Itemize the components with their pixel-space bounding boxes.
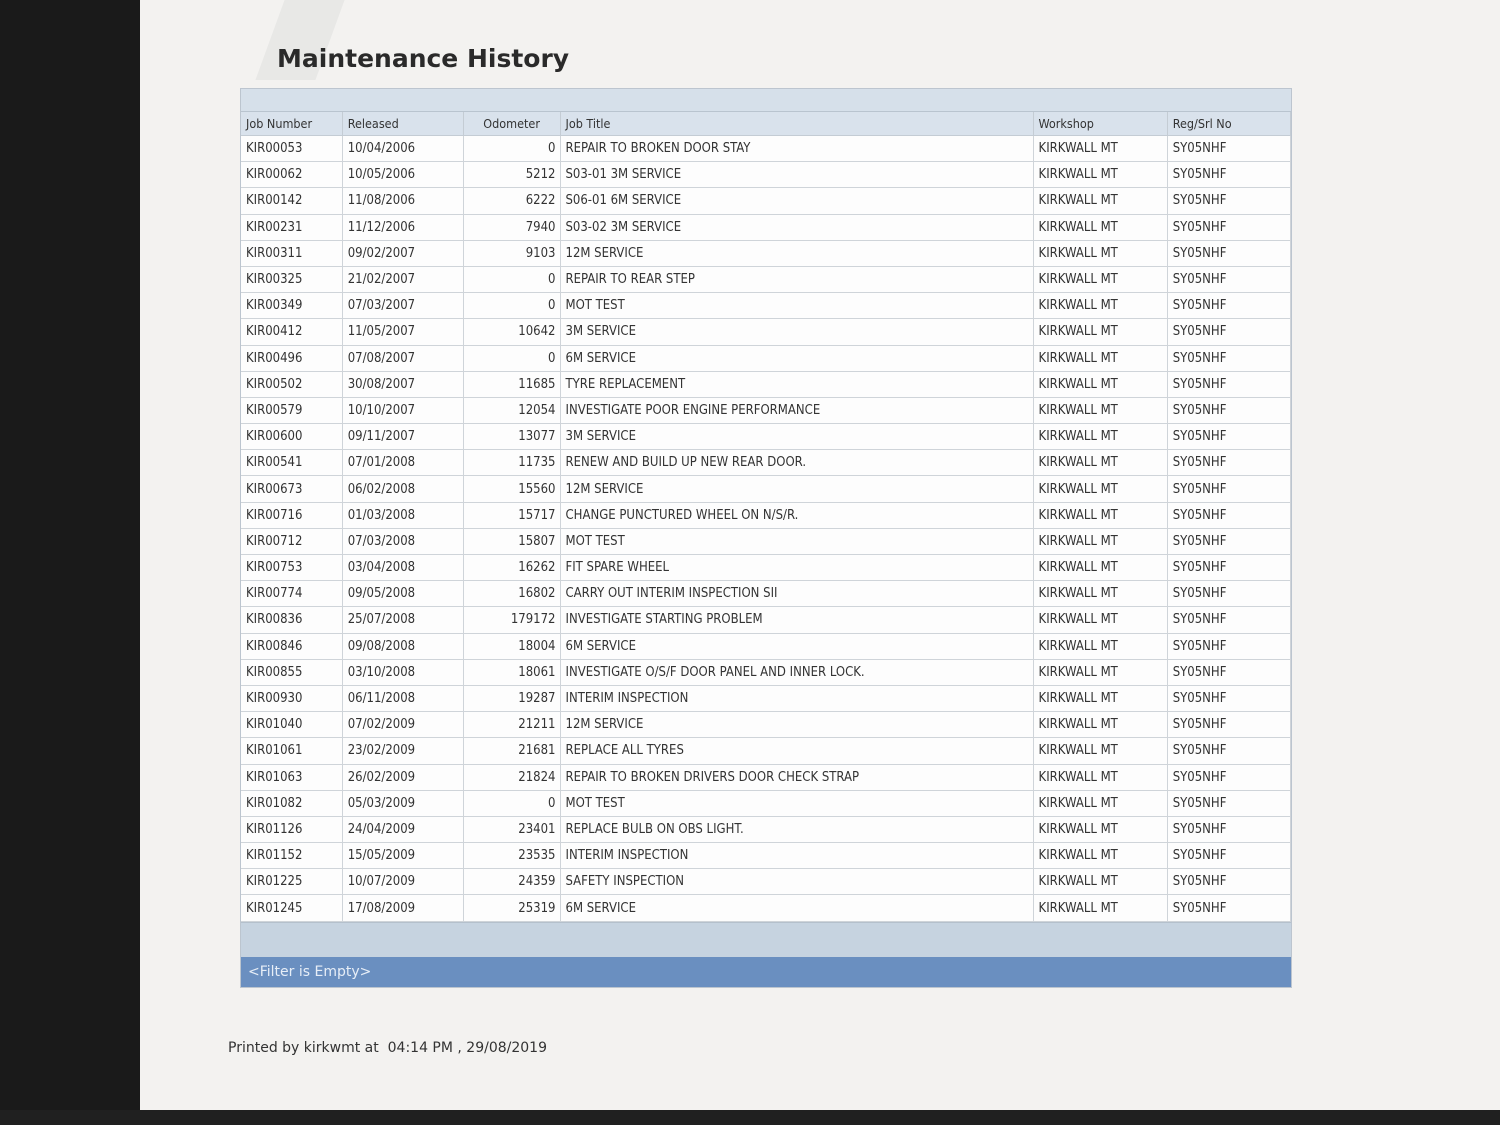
job-number-cell: KIR00541 [241, 450, 342, 476]
table-row[interactable] [241, 843, 1291, 869]
job-number-cell: KIR00053 [241, 136, 342, 162]
odometer-cell: 7940 [463, 214, 560, 240]
job-number-cell: KIR01126 [241, 816, 342, 842]
workshop-cell: KIRKWALL MT [1033, 895, 1167, 921]
odometer-cell: 0 [463, 266, 560, 292]
job-title-cell: CARRY OUT INTERIM INSPECTION SII [560, 581, 1033, 607]
job-title-cell: S06-01 6M SERVICE [560, 188, 1033, 214]
job-title-cell: S03-02 3M SERVICE [560, 214, 1033, 240]
odometer-cell: 21681 [463, 738, 560, 764]
workshop-cell: KIRKWALL MT [1033, 790, 1167, 816]
grid-empty-band [241, 922, 1291, 957]
table-row[interactable] [241, 424, 1291, 450]
job-title-cell: SAFETY INSPECTION [560, 869, 1033, 895]
table-row[interactable] [241, 712, 1291, 738]
released-cell: 06/02/2008 [342, 476, 463, 502]
table-row[interactable] [241, 528, 1291, 554]
odometer-cell: 10642 [463, 319, 560, 345]
job-number-cell: KIR00716 [241, 502, 342, 528]
column-header-reg-srl-no[interactable]: Reg/Srl No [1167, 112, 1290, 136]
odometer-cell: 5212 [463, 162, 560, 188]
odometer-cell: 0 [463, 136, 560, 162]
job-number-cell: KIR01061 [241, 738, 342, 764]
job-title-cell: INTERIM INSPECTION [560, 843, 1033, 869]
reg-srl-no-cell: SY05NHF [1167, 633, 1290, 659]
released-cell: 07/01/2008 [342, 450, 463, 476]
workshop-cell: KIRKWALL MT [1033, 476, 1167, 502]
workshop-cell: KIRKWALL MT [1033, 738, 1167, 764]
released-cell: 03/04/2008 [342, 555, 463, 581]
released-cell: 05/03/2009 [342, 790, 463, 816]
released-cell: 10/10/2007 [342, 397, 463, 423]
job-title-cell: REPLACE ALL TYRES [560, 738, 1033, 764]
reg-srl-no-cell: SY05NHF [1167, 424, 1290, 450]
table-row[interactable] [241, 345, 1291, 371]
job-number-cell: KIR00712 [241, 528, 342, 554]
job-number-cell: KIR00325 [241, 266, 342, 292]
job-number-cell: KIR01245 [241, 895, 342, 921]
workshop-cell: KIRKWALL MT [1033, 136, 1167, 162]
job-title-cell: 3M SERVICE [560, 424, 1033, 450]
workshop-cell: KIRKWALL MT [1033, 371, 1167, 397]
reg-srl-no-cell: SY05NHF [1167, 214, 1290, 240]
job-number-cell: KIR00412 [241, 319, 342, 345]
odometer-cell: 6222 [463, 188, 560, 214]
maintenance-table [241, 112, 1291, 922]
reg-srl-no-cell: SY05NHF [1167, 476, 1290, 502]
table-row[interactable] [241, 188, 1291, 214]
reg-srl-no-cell: SY05NHF [1167, 162, 1290, 188]
job-number-cell: KIR01152 [241, 843, 342, 869]
table-row[interactable] [241, 738, 1291, 764]
job-title-cell: INTERIM INSPECTION [560, 685, 1033, 711]
released-cell: 01/03/2008 [342, 502, 463, 528]
job-title-cell: TYRE REPLACEMENT [560, 371, 1033, 397]
workshop-cell: KIRKWALL MT [1033, 869, 1167, 895]
job-title-cell: MOT TEST [560, 528, 1033, 554]
job-number-cell: KIR00753 [241, 555, 342, 581]
released-cell: 10/04/2006 [342, 136, 463, 162]
table-row[interactable] [241, 816, 1291, 842]
reg-srl-no-cell: SY05NHF [1167, 240, 1290, 266]
filter-bar[interactable]: <Filter is Empty> [241, 957, 1291, 987]
released-cell: 07/02/2009 [342, 712, 463, 738]
job-number-cell: KIR00600 [241, 424, 342, 450]
job-number-cell: KIR00062 [241, 162, 342, 188]
table-row[interactable] [241, 397, 1291, 423]
released-cell: 26/02/2009 [342, 764, 463, 790]
table-row[interactable] [241, 319, 1291, 345]
reg-srl-no-cell: SY05NHF [1167, 659, 1290, 685]
column-header-workshop[interactable]: Workshop [1033, 112, 1167, 136]
table-row[interactable] [241, 790, 1291, 816]
released-cell: 07/08/2007 [342, 345, 463, 371]
job-title-cell: REPAIR TO REAR STEP [560, 266, 1033, 292]
workshop-cell: KIRKWALL MT [1033, 633, 1167, 659]
workshop-cell: KIRKWALL MT [1033, 293, 1167, 319]
odometer-cell: 13077 [463, 424, 560, 450]
reg-srl-no-cell: SY05NHF [1167, 895, 1290, 921]
table-row[interactable] [241, 581, 1291, 607]
header-row [241, 112, 1291, 136]
workshop-cell: KIRKWALL MT [1033, 424, 1167, 450]
column-header-odometer[interactable]: Odometer [463, 112, 560, 136]
released-cell: 09/08/2008 [342, 633, 463, 659]
table-row[interactable] [241, 476, 1291, 502]
job-number-cell: KIR01225 [241, 869, 342, 895]
job-number-cell: KIR00349 [241, 293, 342, 319]
odometer-cell: 16262 [463, 555, 560, 581]
job-number-cell: KIR01063 [241, 764, 342, 790]
released-cell: 15/05/2009 [342, 843, 463, 869]
odometer-cell: 19287 [463, 685, 560, 711]
reg-srl-no-cell: SY05NHF [1167, 738, 1290, 764]
released-cell: 10/07/2009 [342, 869, 463, 895]
reg-srl-no-cell: SY05NHF [1167, 450, 1290, 476]
workshop-cell: KIRKWALL MT [1033, 528, 1167, 554]
reg-srl-no-cell: SY05NHF [1167, 607, 1290, 633]
job-title-cell: 6M SERVICE [560, 345, 1033, 371]
odometer-cell: 16802 [463, 581, 560, 607]
odometer-cell: 24359 [463, 869, 560, 895]
paper-sheet [140, 0, 1500, 1110]
reg-srl-no-cell: SY05NHF [1167, 712, 1290, 738]
job-title-cell: REPLACE BULB ON OBS LIGHT. [560, 816, 1033, 842]
job-number-cell: KIR00496 [241, 345, 342, 371]
released-cell: 07/03/2008 [342, 528, 463, 554]
table-row[interactable] [241, 659, 1291, 685]
odometer-cell: 21824 [463, 764, 560, 790]
released-cell: 11/05/2007 [342, 319, 463, 345]
odometer-cell: 179172 [463, 607, 560, 633]
reg-srl-no-cell: SY05NHF [1167, 136, 1290, 162]
reg-srl-no-cell: SY05NHF [1167, 790, 1290, 816]
job-title-cell: REPAIR TO BROKEN DOOR STAY [560, 136, 1033, 162]
released-cell: 11/08/2006 [342, 188, 463, 214]
job-title-cell: RENEW AND BUILD UP NEW REAR DOOR. [560, 450, 1033, 476]
workshop-cell: KIRKWALL MT [1033, 685, 1167, 711]
job-title-cell: 12M SERVICE [560, 476, 1033, 502]
job-number-cell: KIR00142 [241, 188, 342, 214]
job-title-cell: 12M SERVICE [560, 240, 1033, 266]
job-number-cell: KIR01040 [241, 712, 342, 738]
reg-srl-no-cell: SY05NHF [1167, 371, 1290, 397]
table-row[interactable] [241, 869, 1291, 895]
workshop-cell: KIRKWALL MT [1033, 162, 1167, 188]
reg-srl-no-cell: SY05NHF [1167, 764, 1290, 790]
workshop-cell: KIRKWALL MT [1033, 816, 1167, 842]
released-cell: 06/11/2008 [342, 685, 463, 711]
report-title: Maintenance History [277, 44, 570, 73]
table-row[interactable] [241, 895, 1291, 921]
released-cell: 11/12/2006 [342, 214, 463, 240]
reg-srl-no-cell: SY05NHF [1167, 816, 1290, 842]
job-title-cell: 12M SERVICE [560, 712, 1033, 738]
job-title-cell: CHANGE PUNCTURED WHEEL ON N/S/R. [560, 502, 1033, 528]
released-cell: 03/10/2008 [342, 659, 463, 685]
job-number-cell: KIR00502 [241, 371, 342, 397]
job-title-cell: INVESTIGATE O/S/F DOOR PANEL AND INNER LOCK. [560, 659, 1033, 685]
table-row[interactable] [241, 450, 1291, 476]
column-header-job-title[interactable]: Job Title [560, 112, 1033, 136]
workshop-cell: KIRKWALL MT [1033, 188, 1167, 214]
background-edge [0, 1110, 1500, 1125]
reg-srl-no-cell: SY05NHF [1167, 502, 1290, 528]
odometer-cell: 0 [463, 790, 560, 816]
table-row[interactable] [241, 162, 1291, 188]
job-number-cell: KIR00231 [241, 214, 342, 240]
job-number-cell: KIR01082 [241, 790, 342, 816]
odometer-cell: 15807 [463, 528, 560, 554]
odometer-cell: 15560 [463, 476, 560, 502]
job-number-cell: KIR00836 [241, 607, 342, 633]
reg-srl-no-cell: SY05NHF [1167, 528, 1290, 554]
released-cell: 30/08/2007 [342, 371, 463, 397]
workshop-cell: KIRKWALL MT [1033, 450, 1167, 476]
workshop-cell: KIRKWALL MT [1033, 607, 1167, 633]
table-row[interactable] [241, 502, 1291, 528]
workshop-cell: KIRKWALL MT [1033, 240, 1167, 266]
released-cell: 10/05/2006 [342, 162, 463, 188]
job-title-cell: 6M SERVICE [560, 895, 1033, 921]
odometer-cell: 0 [463, 345, 560, 371]
released-cell: 07/03/2007 [342, 293, 463, 319]
released-cell: 25/07/2008 [342, 607, 463, 633]
column-header-released[interactable]: Released [342, 112, 463, 136]
table-row[interactable] [241, 136, 1291, 162]
reg-srl-no-cell: SY05NHF [1167, 869, 1290, 895]
grid-top-band [241, 89, 1291, 112]
workshop-cell: KIRKWALL MT [1033, 764, 1167, 790]
job-title-cell: MOT TEST [560, 790, 1033, 816]
job-title-cell: 3M SERVICE [560, 319, 1033, 345]
workshop-cell: KIRKWALL MT [1033, 712, 1167, 738]
job-title-cell: INVESTIGATE STARTING PROBLEM [560, 607, 1033, 633]
odometer-cell: 15717 [463, 502, 560, 528]
reg-srl-no-cell: SY05NHF [1167, 293, 1290, 319]
released-cell: 23/02/2009 [342, 738, 463, 764]
odometer-cell: 25319 [463, 895, 560, 921]
reg-srl-no-cell: SY05NHF [1167, 319, 1290, 345]
workshop-cell: KIRKWALL MT [1033, 266, 1167, 292]
workshop-cell: KIRKWALL MT [1033, 345, 1167, 371]
reg-srl-no-cell: SY05NHF [1167, 555, 1290, 581]
job-number-cell: KIR00673 [241, 476, 342, 502]
reg-srl-no-cell: SY05NHF [1167, 581, 1290, 607]
odometer-cell: 11685 [463, 371, 560, 397]
reg-srl-no-cell: SY05NHF [1167, 843, 1290, 869]
table-row[interactable] [241, 266, 1291, 292]
table-row[interactable] [241, 685, 1291, 711]
released-cell: 09/02/2007 [342, 240, 463, 266]
column-header-job-number[interactable]: Job Number [241, 112, 342, 136]
job-title-cell: MOT TEST [560, 293, 1033, 319]
odometer-cell: 12054 [463, 397, 560, 423]
table-row[interactable] [241, 371, 1291, 397]
table-row[interactable] [241, 633, 1291, 659]
printed-by-footer: Printed by kirkwmt at 04:14 PM , 29/08/2019 [228, 1040, 547, 1056]
workshop-cell: KIRKWALL MT [1033, 581, 1167, 607]
workshop-cell: KIRKWALL MT [1033, 397, 1167, 423]
workshop-cell: KIRKWALL MT [1033, 843, 1167, 869]
table-row[interactable] [241, 240, 1291, 266]
released-cell: 09/05/2008 [342, 581, 463, 607]
odometer-cell: 9103 [463, 240, 560, 266]
job-title-cell: FIT SPARE WHEEL [560, 555, 1033, 581]
released-cell: 17/08/2009 [342, 895, 463, 921]
job-number-cell: KIR00930 [241, 685, 342, 711]
table-row[interactable] [241, 607, 1291, 633]
odometer-cell: 0 [463, 293, 560, 319]
odometer-cell: 23535 [463, 843, 560, 869]
workshop-cell: KIRKWALL MT [1033, 319, 1167, 345]
odometer-cell: 11735 [463, 450, 560, 476]
reg-srl-no-cell: SY05NHF [1167, 685, 1290, 711]
job-number-cell: KIR00774 [241, 581, 342, 607]
workshop-cell: KIRKWALL MT [1033, 659, 1167, 685]
maintenance-grid [240, 88, 1292, 988]
job-title-cell: 6M SERVICE [560, 633, 1033, 659]
workshop-cell: KIRKWALL MT [1033, 555, 1167, 581]
job-title-cell: REPAIR TO BROKEN DRIVERS DOOR CHECK STRAP [560, 764, 1033, 790]
job-number-cell: KIR00311 [241, 240, 342, 266]
reg-srl-no-cell: SY05NHF [1167, 397, 1290, 423]
reg-srl-no-cell: SY05NHF [1167, 345, 1290, 371]
released-cell: 21/02/2007 [342, 266, 463, 292]
workshop-cell: KIRKWALL MT [1033, 214, 1167, 240]
job-number-cell: KIR00855 [241, 659, 342, 685]
table-row[interactable] [241, 293, 1291, 319]
reg-srl-no-cell: SY05NHF [1167, 188, 1290, 214]
released-cell: 24/04/2009 [342, 816, 463, 842]
table-row[interactable] [241, 764, 1291, 790]
odometer-cell: 21211 [463, 712, 560, 738]
table-row[interactable] [241, 214, 1291, 240]
odometer-cell: 23401 [463, 816, 560, 842]
table-body [241, 136, 1291, 922]
job-number-cell: KIR00846 [241, 633, 342, 659]
reg-srl-no-cell: SY05NHF [1167, 266, 1290, 292]
odometer-cell: 18004 [463, 633, 560, 659]
job-title-cell: INVESTIGATE POOR ENGINE PERFORMANCE [560, 397, 1033, 423]
table-row[interactable] [241, 555, 1291, 581]
job-title-cell: S03-01 3M SERVICE [560, 162, 1033, 188]
released-cell: 09/11/2007 [342, 424, 463, 450]
job-number-cell: KIR00579 [241, 397, 342, 423]
odometer-cell: 18061 [463, 659, 560, 685]
workshop-cell: KIRKWALL MT [1033, 502, 1167, 528]
